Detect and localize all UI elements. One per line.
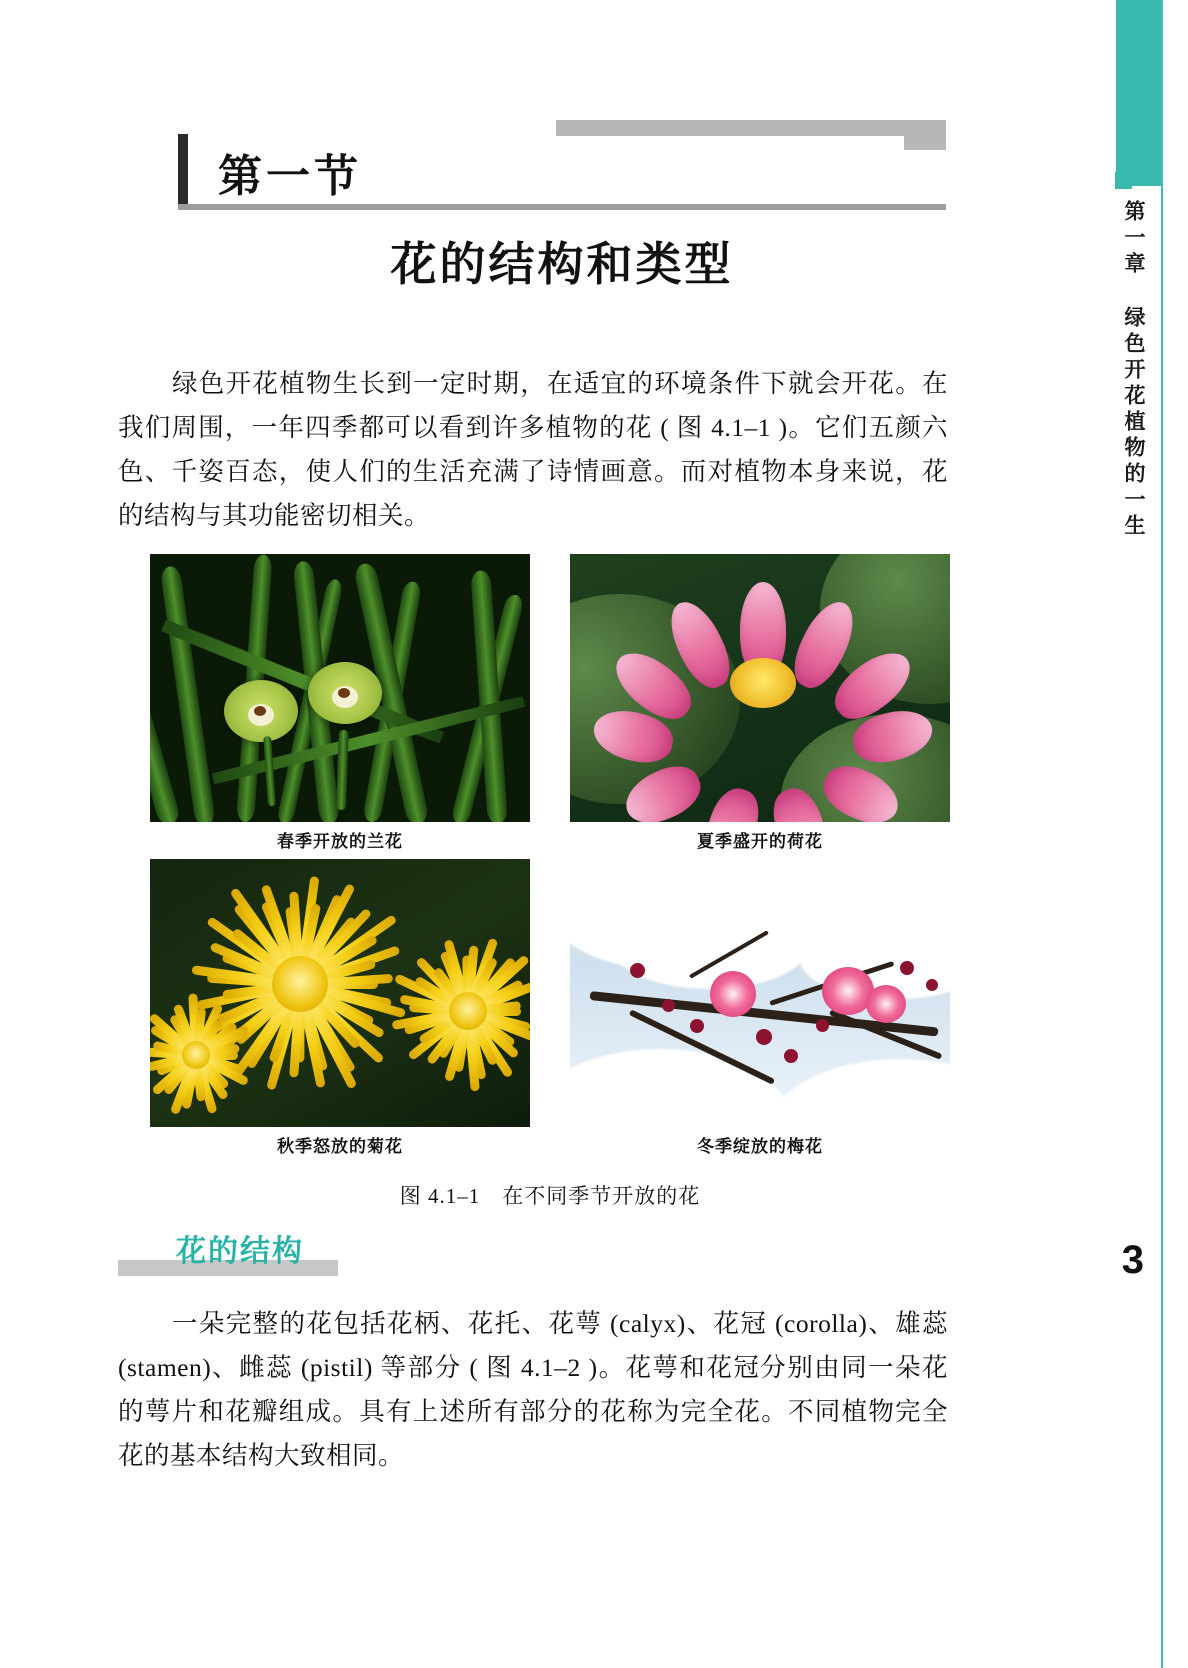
- figure-row-top: [150, 554, 950, 859]
- section-label: 第一节: [218, 152, 362, 201]
- figure-cell-orchid: [150, 554, 530, 859]
- header-grey-top-band: [556, 120, 946, 136]
- header-grey-underline: [178, 204, 946, 210]
- header-grey-notch: [904, 136, 946, 150]
- header-black-bar: [178, 134, 188, 210]
- photo-spring-orchid: [150, 554, 530, 822]
- rail-vertical-line: [1161, 0, 1163, 1668]
- figure-caption-chrysanthemum: 秋季怒放的菊花: [277, 1137, 403, 1156]
- page-title: 花的结构和类型: [390, 238, 734, 290]
- subheading-structure: [118, 1226, 518, 1272]
- figure-caption-plum: 冬季绽放的梅花: [697, 1137, 823, 1156]
- paragraph-intro: 绿色开花植物生长到一定时期，在适宜的环境条件下就会开花。在我们周围，一年四季都可以看到许多植物的花 ( 图 4.1–1 )。它们五颜六色、千姿百态，使人们的生活充满了诗情画意。而对植物本身来说，花的结构与其功能密切相关。: [118, 369, 948, 530]
- figure-row-bottom: [150, 859, 950, 1164]
- figure-caption-lotus: 夏季盛开的荷花: [697, 832, 823, 851]
- figure-cell-lotus: [570, 554, 950, 859]
- rail-square-marker: [1115, 172, 1132, 189]
- photo-autumn-chrysanthemum: [150, 859, 530, 1127]
- figure-main-caption: 图 4.1–1 在不同季节开放的花: [399, 1184, 701, 1208]
- figure-caption-orchid: 春季开放的兰花: [277, 832, 403, 851]
- figure-cell-chrysanthemum: [150, 859, 530, 1164]
- side-rail: [1070, 0, 1188, 1668]
- chapter-rail-label: 第一章 绿色开花植物的一生: [1122, 200, 1145, 540]
- rail-teal-block: [1116, 0, 1162, 186]
- figure-cell-plum: [570, 859, 950, 1164]
- section-header: [178, 120, 946, 216]
- subheading-label: 花的结构: [176, 1235, 304, 1268]
- photo-winter-plum: [570, 859, 950, 1127]
- page-number: 3: [1121, 1238, 1144, 1282]
- photo-summer-lotus: [570, 554, 950, 822]
- paragraph-structure: 一朵完整的花包括花柄、花托、花萼 (calyx)、花冠 (corolla)、雄蕊 (stamen)、雌蕊 (pistil) 等部分 ( 图 4.1–2 )。花萼和花冠分别由同一朵花的萼片和花瓣组成。具有上述所有部分的花称为完全花。不同植物完全花的基本结构大致相同。: [118, 1309, 948, 1470]
- figure-grid: [150, 554, 950, 1164]
